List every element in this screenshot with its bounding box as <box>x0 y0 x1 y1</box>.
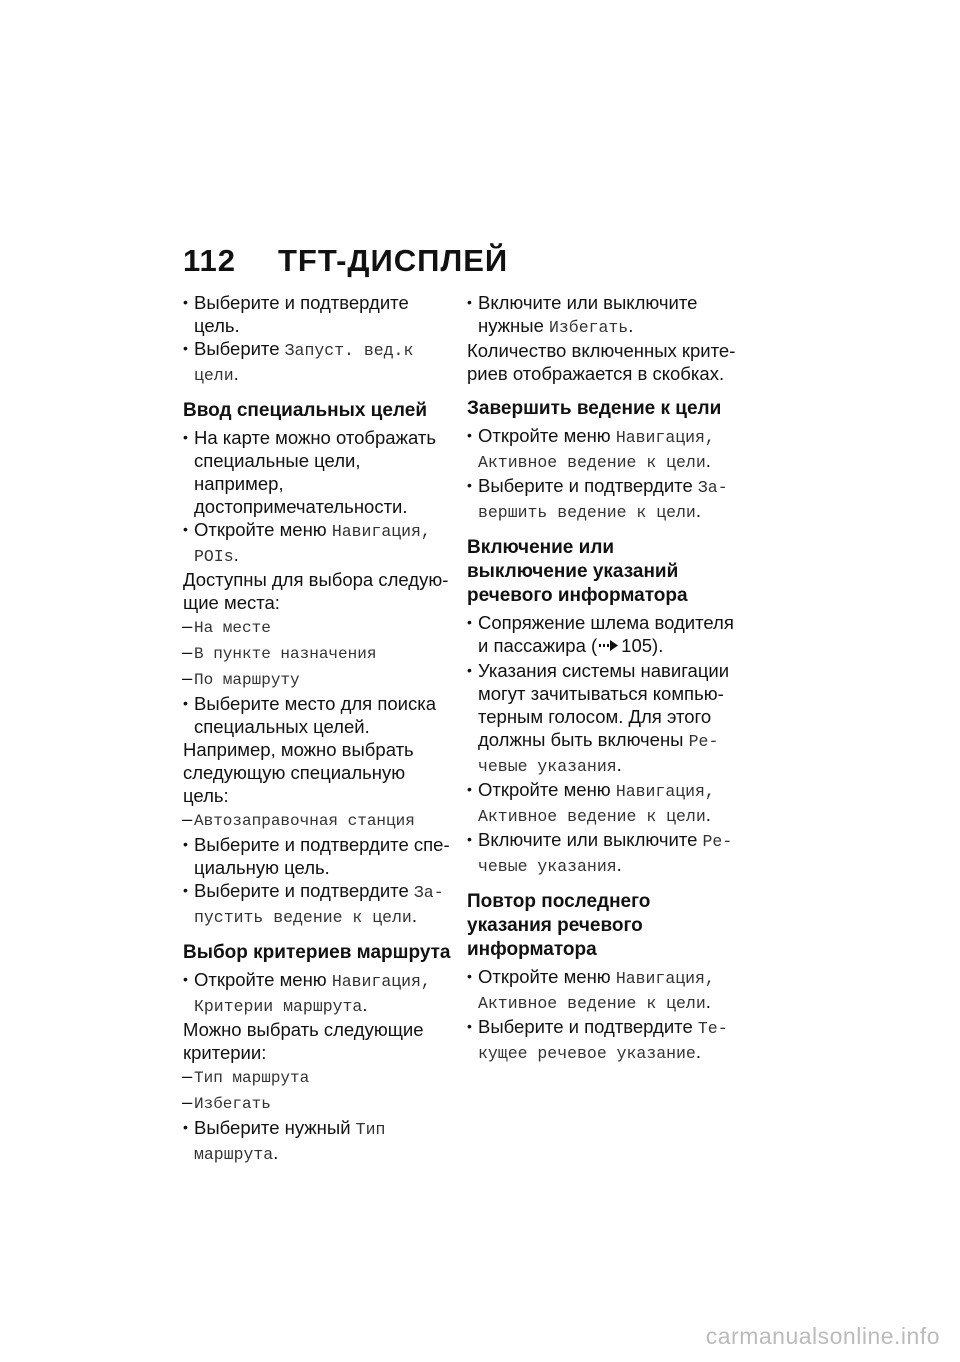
list-item: • Указания системы навигации могут зачитываться компьютерным голосом. Для этого должны быть включены Речевые указания. <box>467 659 737 778</box>
paragraph: Доступны для выбора следующие места: <box>183 569 449 613</box>
list-item: • На карте можно отображать специальные цели, например, достопримечательности. <box>183 426 451 518</box>
option-item: – Избегать <box>183 1090 451 1116</box>
list-item: • Откройте меню Навигация, Активное ведение к цели. <box>467 424 737 474</box>
list-item: • Выберите место для поиска специальных целей. <box>183 692 451 738</box>
list-item: • Откройте меню Навигация, Активное ведение к цели. <box>467 778 737 828</box>
arrow-reference-icon <box>599 636 619 659</box>
paragraph: Например, можно выбрать следующую специальную цель: <box>183 739 414 806</box>
section-heading: Включение или выключение указаний речевого информатора <box>467 537 688 606</box>
right-column <box>467 291 737 1065</box>
menu-path: Текущее речевое указание <box>478 1019 728 1063</box>
menu-path: Запуст. вед.к цели <box>194 341 414 385</box>
section-heading: Повтор последнего указания речевого информатора <box>467 891 651 960</box>
page-reference: 105 <box>621 635 653 656</box>
list-item: • Включите или выключите Речевые указания. <box>467 828 737 878</box>
list-item: • Выберите и подтвердите цель. <box>183 291 451 337</box>
menu-path: Навигация, Активное ведение к цели <box>478 428 715 472</box>
section-heading: Завершить ведение к цели <box>467 398 722 419</box>
option-item: – В пункте назначения <box>183 640 451 666</box>
list-item: • Сопряжение шлема водителя и пассажира ( 105). <box>467 611 737 659</box>
list-item: • Откройте меню Навигация, Активное ведение к цели. <box>467 965 737 1015</box>
menu-path: Речевые указания <box>478 832 733 876</box>
section-heading: Выбор критериев маршрута <box>183 942 451 963</box>
paragraph: Можно выбрать следующие критерии: <box>183 1019 424 1063</box>
list-item: • Выберите Запуст. вед.к цели. <box>183 337 451 387</box>
menu-path: Тип маршрута <box>194 1120 386 1164</box>
option-item: – На месте <box>183 614 451 640</box>
left-column <box>183 291 451 1166</box>
list-item: • Выберите и подтвердите Текущее речевое указание. <box>467 1015 737 1065</box>
menu-path: Избегать <box>549 318 629 337</box>
page-header <box>183 243 508 279</box>
menu-path: Навигация, Активное ведение к цели <box>478 782 715 826</box>
section-heading: Ввод специальных целей <box>183 400 427 421</box>
menu-path: Запустить ведение к цели <box>194 883 444 927</box>
list-item: • Выберите нужный Тип маршрута. <box>183 1116 451 1166</box>
list-item: • Откройте меню Навигация, Критерии маршрута. <box>183 968 451 1018</box>
menu-path: Навигация, Критерии маршрута <box>194 972 431 1016</box>
menu-path: Речевые указания <box>478 732 719 776</box>
watermark: carmanualsonline.info <box>705 1323 940 1349</box>
page-number: 112 <box>183 243 237 278</box>
list-item: • Откройте меню Навигация, POIs. <box>183 518 451 568</box>
list-item: • Выберите и подтвердите специальную цель. <box>183 833 451 879</box>
option-item: – Автозаправочная станция <box>183 807 451 833</box>
list-item: • Выберите и подтвердите Завершить ведение к цели. <box>467 474 737 524</box>
option-item: – По маршруту <box>183 666 451 692</box>
menu-path: Завершить ведение к цели <box>478 478 728 522</box>
list-item: • Включите или выключите нужные Избегать. <box>467 291 737 339</box>
list-item: • Выберите и подтвердите Запустить ведение к цели. <box>183 879 451 929</box>
menu-path: Навигация, Активное ведение к цели <box>478 969 715 1013</box>
page-title: TFT-ДИСПЛЕЙ <box>278 243 509 278</box>
option-item: – Тип маршрута <box>183 1064 451 1090</box>
menu-path: Навигация, POIs <box>194 522 431 566</box>
paragraph: Количество включенных критериев отображается в скобках. <box>467 340 736 384</box>
